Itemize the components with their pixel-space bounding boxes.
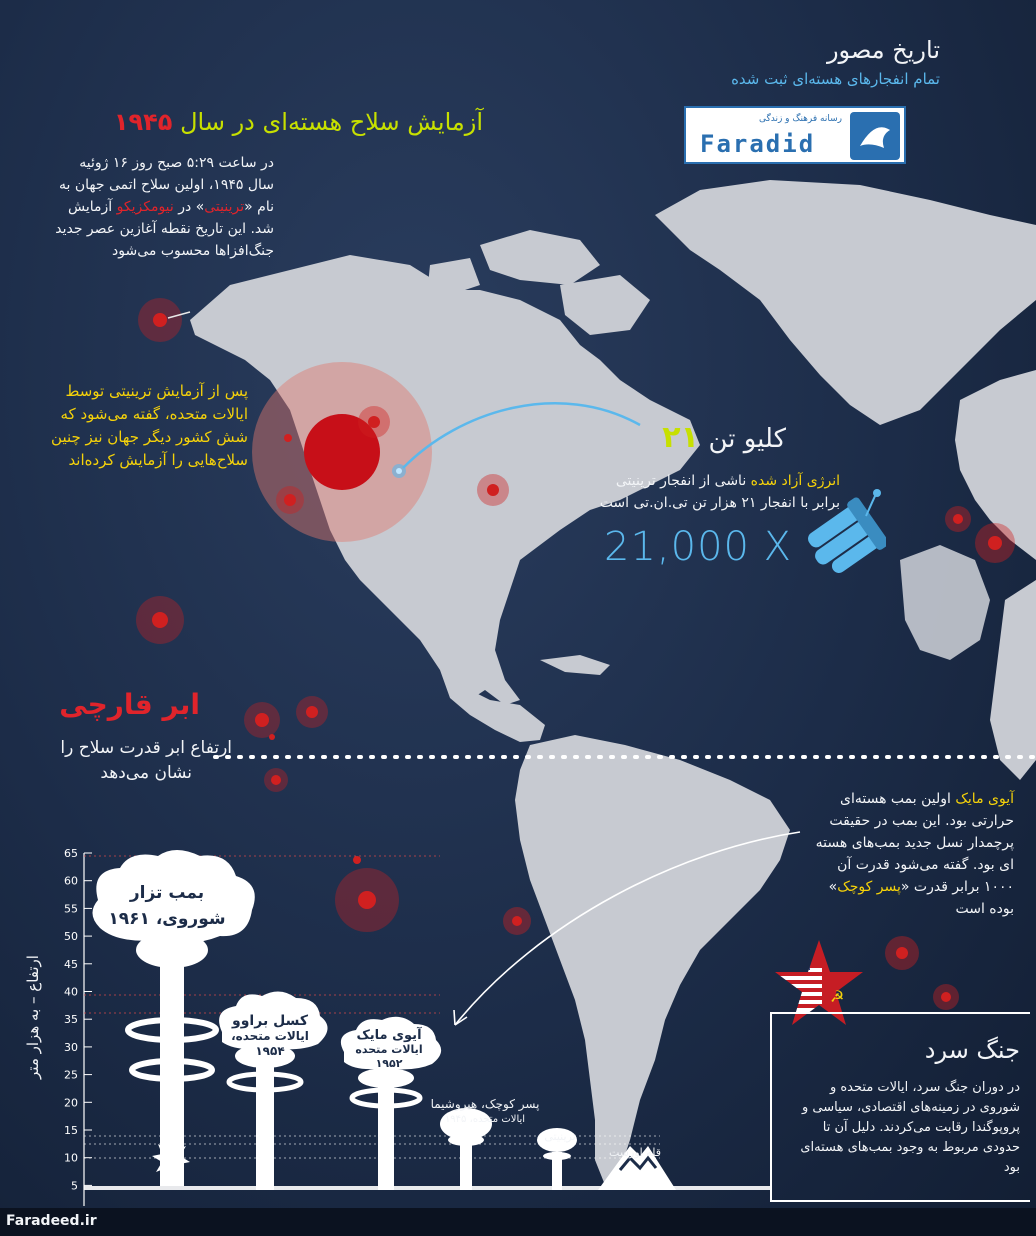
mushroom-heading: ابر قارچی xyxy=(59,688,200,721)
cold-war-title: جنگ سرد xyxy=(924,1036,1020,1064)
chart-tick-label: 15 xyxy=(64,1124,78,1137)
chart-tick-label: 40 xyxy=(64,985,78,999)
chart-tick-label: 45 xyxy=(64,957,78,971)
trinity-label: ترینیتی xyxy=(544,1130,576,1143)
chart-tick-label: 65 xyxy=(64,847,78,860)
footer-site: Faradeed.ir xyxy=(6,1213,97,1229)
chart-tick-label: 55 xyxy=(64,902,78,916)
little-boy-label: پسر کوچک، هیروشیما ایالات متحده، ۱۹۴۵ xyxy=(430,1097,540,1125)
ivy-mike-label: آیوی مایک ایالات متحده ۱۹۵۲ xyxy=(355,1028,423,1070)
kiloton-heading: کلیو تن ۲۱ xyxy=(662,420,786,455)
everest-label: قله اورست xyxy=(609,1146,661,1159)
logo-mark-icon xyxy=(850,112,900,160)
page-title: تاریخ مصور xyxy=(826,36,940,64)
dynamite-icon xyxy=(796,486,886,578)
trinity-pointer-line xyxy=(403,403,640,468)
cold-war-box xyxy=(770,1012,1030,1202)
faradid-logo: رسانه فرهنگ و زندگی Faradid xyxy=(684,106,906,164)
chart-tick-label: 35 xyxy=(64,1013,78,1027)
cold-war-text: در دوران جنگ سرد، ایالات متحده و شوروی در زمینه‌های اقتصادی، سیاسی و پروپوگندا رقابت می‌کردند. دلیل آن تا حدودی مربوط به وجود بمب‌های هسته‌ای بود xyxy=(800,1080,1020,1175)
page-subtitle: تمام انفجارهای هسته‌ای ثبت شده xyxy=(731,70,940,88)
svg-text:☭: ☭ xyxy=(830,987,845,1006)
after-trinity-text: پس از آزمایش ترینیتی توسط ایالات متحده، گفته می‌شود که شش کشور دیگر جهان نیز چنین سلاح‌هایی را آزمایش کرده‌اند xyxy=(51,382,248,469)
kiloton-description: انرژی آزاد شده ناشی از انفجار ترینیتی برابر با انفجار ۲۱ هزار تن تی.ان.تی است xyxy=(599,473,840,511)
chart-tick-label: 20 xyxy=(64,1096,78,1110)
chart-tick-label: 30 xyxy=(64,1040,78,1054)
tsar-label: بمب تزار شوروی، ۱۹۶۱ xyxy=(108,883,226,929)
chart-tick-label: 5 xyxy=(71,1179,78,1193)
castle-bravo-label: کسل براوو ایالات متحده، ۱۹۵۴ xyxy=(231,1013,309,1058)
test1945-paragraph: در ساعت ۵:۲۹ صبح روز ۱۶ ژوئیه سال ۱۹۴۵، اولین سلاح اتمی جهان به نام «ترینیتی» در نیومکزیکو آزمایش شد. این تاریخ نقطه آغازین عصر جدید جنگ‌افزاها محسوب می‌شود xyxy=(55,155,274,259)
tnt-count: 21,000 X xyxy=(604,524,793,570)
chart-axis-label: ارتفاع – به هزار متر xyxy=(24,955,42,1079)
mushroom-description: ارتفاع ابر قدرت سلاح را نشان می‌دهد xyxy=(60,738,232,783)
chart-tick-label: 50 xyxy=(64,930,78,944)
test1945-heading: آزمایش سلاح هسته‌ای در سال ۱۹۴۵ xyxy=(113,108,483,136)
chart-tick-label: 60 xyxy=(64,874,78,888)
chart-tick-label: 10 xyxy=(64,1151,78,1165)
chart-tick-label: 25 xyxy=(64,1068,78,1082)
ivy-mike-paragraph: آیوی مایک اولین بمب هسته‌ای حرارتی بود. این بمب در حقیقت پرچمدار نسل جدید بمب‌های هسته ای بود. گفته می‌شود قدرت آن ۱۰۰۰ برابر قدرت «پسر کوچک» بوده است xyxy=(815,791,1014,917)
footer-bar xyxy=(0,1208,1036,1236)
